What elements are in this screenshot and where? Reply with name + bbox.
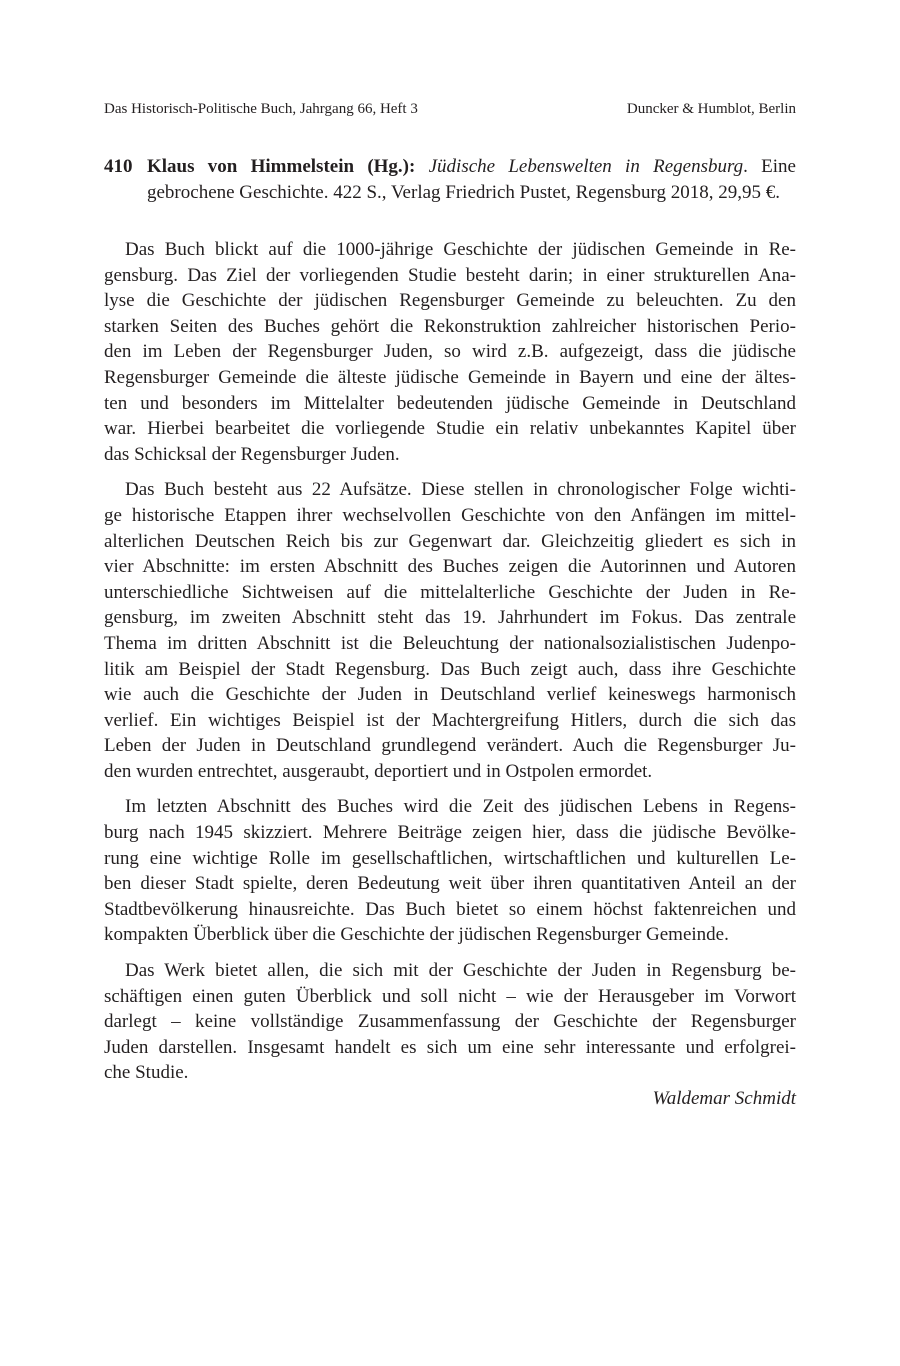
text-line: gensburg. Das Ziel der vorliegenden Studie besteht darin; in einer strukturellen Ana-	[104, 264, 796, 286]
reviewer-signature: Waldemar Schmidt	[652, 1088, 796, 1109]
review-paragraph	[104, 237, 796, 467]
text-line: che Studie.	[104, 1062, 189, 1084]
entry-author: Klaus von Himmelstein (Hg.):	[147, 156, 416, 177]
text-line: Das Buch blickt auf die 1000-jährige Geschichte der jüdischen Gemeinde in Re-	[125, 239, 796, 260]
text-line: Thema im dritten Abschnitt ist die Beleuchtung der nationalsozialistischen Judenpo-	[104, 632, 796, 654]
publisher: Duncker & Humblot, Berlin	[626, 101, 796, 117]
review-paragraph	[104, 477, 796, 784]
text-line: den im Leben der Regensburger Juden, so wird z.B. aufgezeigt, dass die jüdische	[104, 341, 796, 363]
entry-number: 410	[104, 156, 133, 177]
text-line: rung eine wichtige Rolle im gesellschaftlichen, wirtschaftlichen und kulturellen Le-	[104, 847, 796, 869]
text-line: Regensburger Gemeinde die älteste jüdische Gemeinde in Bayern und eine der ältes-	[104, 366, 796, 388]
text-line: Juden darstellen. Insgesamt handelt es sich um eine sehr interessante und erfolgrei-	[104, 1036, 796, 1058]
text-line: kompakten Überblick über die Geschichte der jüdischen Regensburger Gemeinde.	[104, 924, 729, 946]
text-line: war. Hierbei bearbeitet die vorliegende Studie ein relativ unbekanntes Kapitel über	[104, 418, 796, 440]
text-line: ben dieser Stadt spielte, deren Bedeutung weit über ihren quantitativen Anteil an der	[104, 873, 796, 895]
bibliographic-entry	[104, 154, 796, 206]
review-body	[104, 237, 796, 1112]
text-line: ten und besonders im Mittelalter bedeutenden jüdische Gemeinde in Deutschland	[104, 392, 796, 414]
review-paragraph	[104, 958, 796, 1086]
journal-title: Das Historisch-Politische Buch, Jahrgang 66, Heft 3	[104, 101, 418, 117]
text-line: Im letzten Abschnitt des Buches wird die Zeit des jüdischen Lebens in Regens-	[125, 796, 796, 818]
text-line: ge historische Etappen ihrer wechselvollen Geschichte von den Anfängen im mittel-	[104, 504, 796, 526]
text-line: burg nach 1945 skizziert. Mehrere Beiträge zeigen hier, dass die jüdische Bevölke-	[104, 822, 796, 844]
text-line: starken Seiten des Buches gehört die Rekonstruktion zahlreicher historischen Perio-	[104, 315, 796, 337]
text-line: Das Werk bietet allen, die sich mit der Geschichte der Juden in Regensburg be-	[125, 960, 796, 982]
text-line: Leben der Juden in Deutschland grundlegend verändert. Auch die Regensburger Ju-	[104, 735, 796, 757]
text-line: litik am Beispiel der Stadt Regensburg. Das Buch zeigt auch, dass ihre Geschichte	[104, 658, 796, 680]
text-line: den wurden entrechtet, ausgeraubt, deportiert und in Ostpolen ermordet.	[104, 760, 653, 782]
entry-details: . Eine gebrochene Geschichte. 422 S., Verlag Friedrich Pustet, Regensburg 2018, 29,95 €.	[147, 156, 796, 203]
text-line: wie auch die Geschichte der Juden in Deutschland verlief keineswegs harmonisch	[104, 684, 796, 706]
review-paragraph	[104, 794, 796, 948]
text-line: gensburg, im zweiten Abschnitt steht das 19. Jahrhundert im Fokus. Das zentrale	[104, 607, 796, 629]
text-line: schäftigen einen guten Überblick und soll nicht – wie der Herausgeber im Vorwort	[104, 985, 796, 1007]
citation	[147, 154, 796, 206]
text-line: Stadtbevölkerung hinausreichte. Das Buch bietet so einem höchst faktenreichen und	[104, 898, 796, 920]
text-line: vier Abschnitte: im ersten Abschnitt des Buches zeigen die Autorinnen und Autoren	[104, 556, 796, 578]
text-line: das Schicksal der Regensburger Juden.	[104, 443, 400, 465]
text-line: verlief. Ein wichtiges Beispiel ist der Machtergreifung Hitlers, durch die sich das	[104, 709, 796, 731]
text-line: lyse die Geschichte der jüdischen Regensburger Gemeinde zu beleuchten. Zu den	[104, 290, 796, 312]
text-line: Das Buch besteht aus 22 Aufsätze. Diese stellen in chronologischer Folge wichti-	[125, 479, 796, 501]
entry-title: Jüdische Lebenswelten in Regensburg	[428, 156, 744, 177]
text-line: alterlichen Deutschen Reich bis zur Gegenwart dar. Gleichzeitig gliedert es sich in	[104, 530, 796, 552]
text-line: darlegt – keine vollständige Zusammenfassung der Geschichte der Regensburger	[104, 1011, 796, 1033]
text-line: unterschiedliche Sichtweisen auf die mittelalterliche Geschichte der Juden in Re-	[104, 581, 796, 603]
